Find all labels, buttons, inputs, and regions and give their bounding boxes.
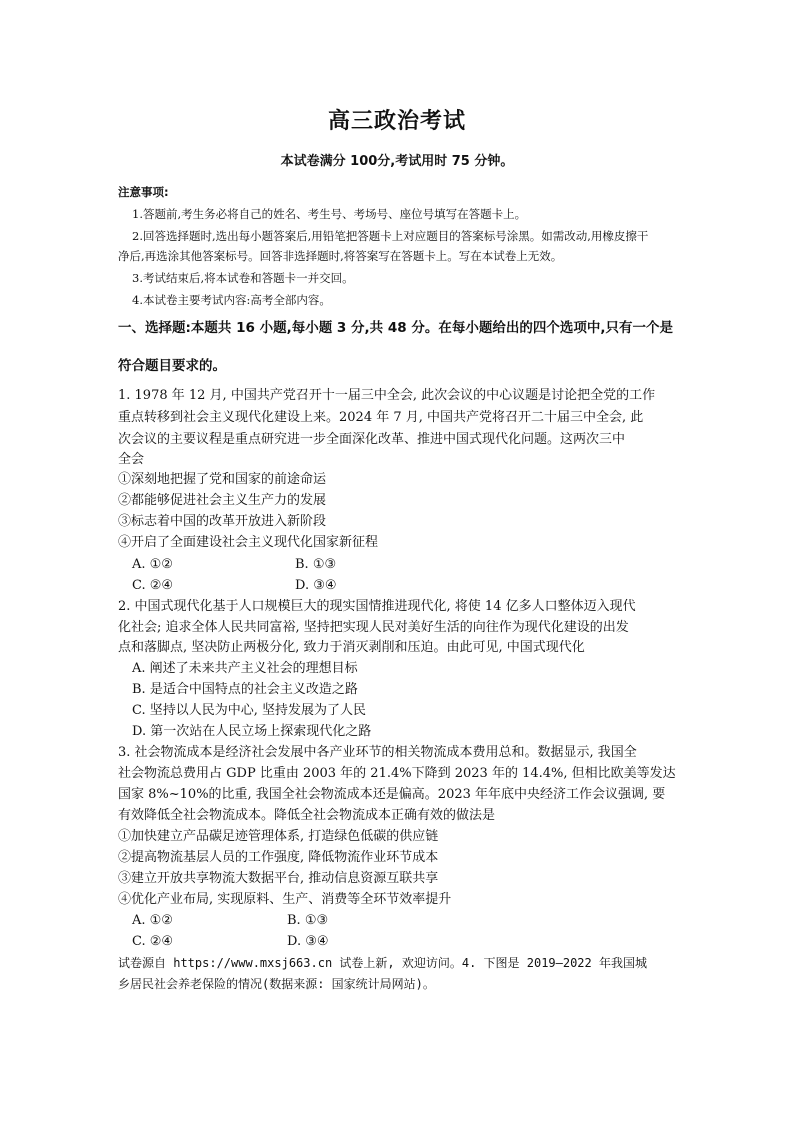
exam-subtitle: 本试卷满分 100分,考试用时 75 分钟。 <box>280 154 514 169</box>
question-1-stem: 次会议的主要议程是重点研究进一步全面深化改革、推进中国式现代化问题。这两次三中 <box>118 432 626 447</box>
section-heading-continued: 符合题目要求的。 <box>118 358 226 374</box>
question-1-option-c: C. ②④ <box>132 578 174 593</box>
question-3-stem: 社会物流总费用占 GDP 比重由 2003 年的 21.4%下降到 2023 年的 14.4%, 但相比欧美等发达 <box>118 766 676 781</box>
question-3-stem: 有效降低全社会物流成本。降低全社会物流成本正确有效的做法是 <box>118 808 496 823</box>
question-3-option-a: A. ①② <box>132 913 173 928</box>
notice-item: 3.考试结束后,将本试卷和答题卡一并交回。 <box>132 271 354 285</box>
question-2-option-c: C. 坚持以人民为中心, 坚持发展为了人民 <box>132 703 367 718</box>
question-2-option-a: A. 阐述了未来共产主义社会的理想目标 <box>132 661 358 676</box>
question-3-stem: 3. 社会物流成本是经济社会发展中各产业环节的相关物流成本费用总和。数据显示, 我国全 <box>118 745 637 760</box>
question-3-option-d: D. ③④ <box>287 934 329 949</box>
question-1-stem: 1. 1978 年 12 月, 中国共产党召开十一届三中全会, 此次会议的中心议题是讨论把全党的工作 <box>118 388 656 403</box>
question-4-stem: 乡居民社会养老保险的情况(数据来源: 国家统计局网站)。 <box>118 977 435 991</box>
question-3-statement: ③建立开放共享物流大数据平台, 推动信息资源互联共享 <box>118 871 439 886</box>
page-title: 高三政治考试 <box>327 109 466 134</box>
question-3-option-c: C. ②④ <box>132 934 174 949</box>
question-1-statement: ③标志着中国的改革开放进入新阶段 <box>118 514 327 529</box>
section-heading: 一、选择题:本题共 16 小题,每小题 3 分,共 48 分。在每小题给出的四个选项中,只有一个是 <box>118 320 673 336</box>
notice-item: 4.本试卷主要考试内容:高考全部内容。 <box>132 293 331 307</box>
question-1-stem: 全会 <box>118 452 145 467</box>
question-2-stem: 点和落脚点, 坚决防止两极分化, 致力于消灭剥削和压迫。由此可见, 中国式现代化 <box>118 640 585 655</box>
notice-item-continued: 净后,再选涂其他答案标号。回答非选择题时,将答案写在答题卡上。写在本试卷上无效。 <box>118 249 563 263</box>
question-3-stem: 国家 8%~10%的比重, 我国全社会物流成本还是偏高。2023 年年底中央经济工作会议强调, 要 <box>118 787 666 802</box>
notice-item: 1.答题前,考生务必将自己的姓名、考生号、考场号、座位号填写在答题卡上。 <box>132 207 527 221</box>
notice-heading: 注意事项: <box>118 185 169 199</box>
question-2-stem: 2. 中国式现代化基于人口规模巨大的现实国情推进现代化, 将使 14 亿多人口整体迈入现代 <box>118 599 636 614</box>
question-3-statement: ④优化产业布局, 实现原料、生产、消费等全环节效率提升 <box>118 892 452 907</box>
question-1-statement: ④开启了全面建设社会主义现代化国家新征程 <box>118 535 379 550</box>
question-1-statement: ①深刻地把握了党和国家的前途命运 <box>118 472 327 487</box>
notice-item: 2.回答选择题时,选出每小题答案后,用铅笔把答题卡上对应题目的答案标号涂黑。如需改动,用橡皮擦干 <box>132 229 649 243</box>
question-2-option-b: B. 是适合中国特点的社会主义改造之路 <box>132 682 358 697</box>
question-2-option-d: D. 第一次站在人民立场上探索现代化之路 <box>132 724 372 739</box>
source-and-question-4: 试卷源自 https://www.mxsj663.cn 试卷上新, 欢迎访问。4. 下图是 2019—2022 年我国城 <box>118 956 647 970</box>
question-3-option-b: B. ①③ <box>287 913 329 928</box>
question-2-stem: 化社会; 追求全体人民共同富裕, 坚持把实现人民对美好生活的向往作为现代化建设的出发 <box>118 620 629 635</box>
question-1-option-a: A. ①② <box>132 557 173 572</box>
question-3-statement: ②提高物流基层人员的工作强度, 降低物流作业环节成本 <box>118 850 439 865</box>
question-3-statement: ①加快建立产品碳足迹管理体系, 打造绿色低碳的供应链 <box>118 829 439 844</box>
question-1-statement: ②都能够促进社会主义生产力的发展 <box>118 493 327 508</box>
question-1-option-d: D. ③④ <box>295 578 337 593</box>
question-1-stem: 重点转移到社会主义现代化建设上来。2024 年 7 月, 中国共产党将召开二十届三中全会, 此 <box>118 410 644 425</box>
question-1-option-b: B. ①③ <box>295 557 337 572</box>
